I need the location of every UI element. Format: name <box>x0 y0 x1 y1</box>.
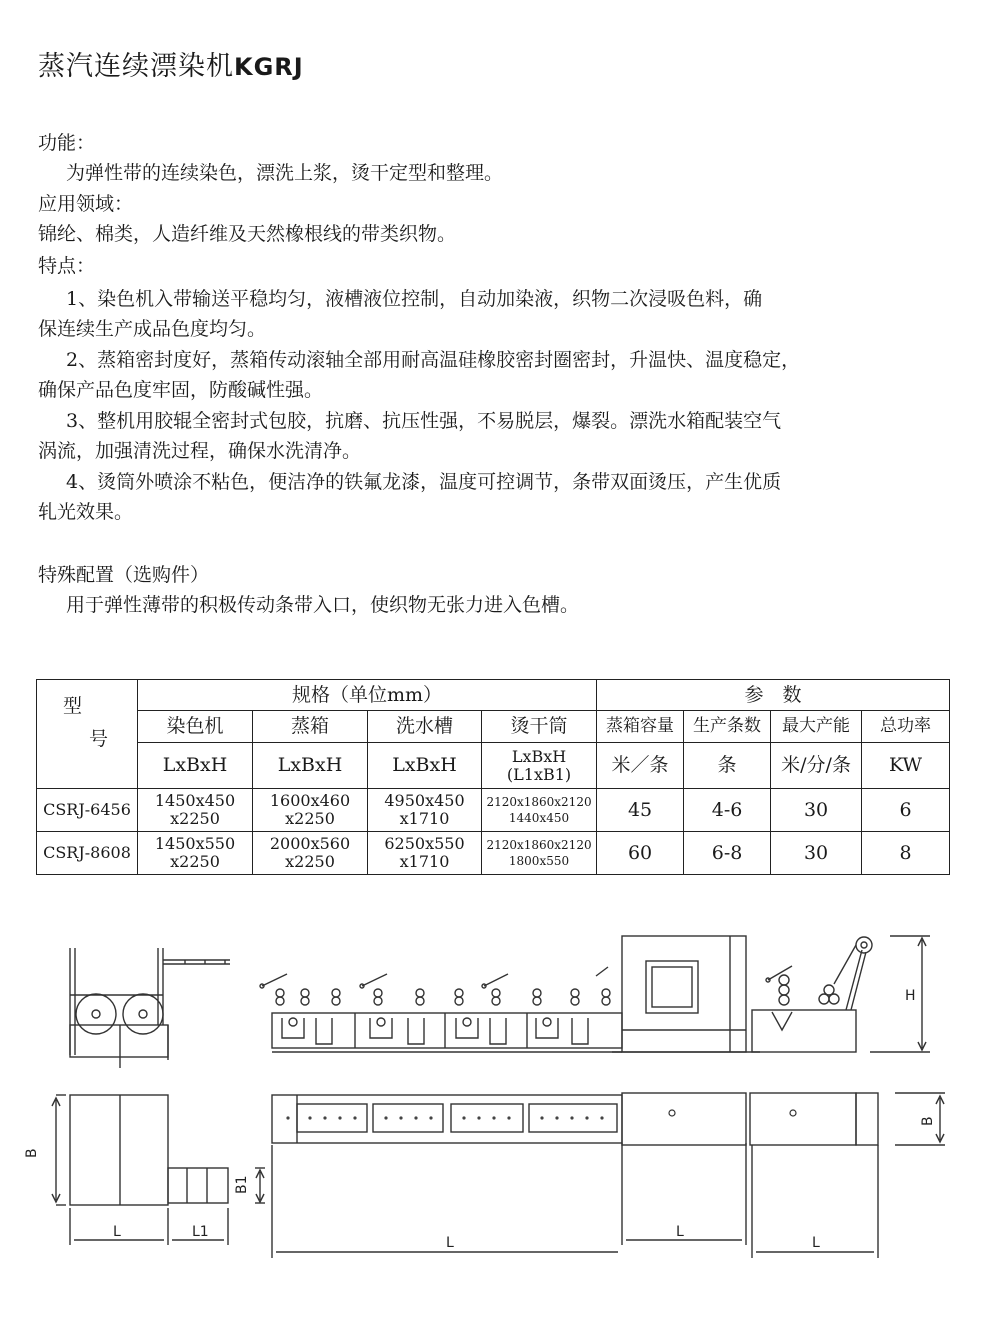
col-strips: 生产条数 <box>684 711 771 743</box>
function-text: 为弹性带的连续染色，漂洗上浆，烫干定型和整理。 <box>66 162 504 184</box>
col-wash-tank: 洗水槽 <box>368 711 482 743</box>
row-dyeing: 1450x450 x2250 <box>138 789 253 832</box>
col-total-power: 总功率 <box>862 711 950 743</box>
features-heading: 特点： <box>38 255 96 277</box>
model-header: 型 号 <box>37 680 138 789</box>
feature-1-line2: 保连续生产成品色度均匀。 <box>38 318 267 340</box>
row-model: CSRJ-6456 <box>37 789 138 832</box>
unit-steamer: LxBxH <box>253 743 368 789</box>
unit-output: 米/分/条 <box>771 743 862 789</box>
row-dyeing: 1450x550 x2250 <box>138 832 253 875</box>
dim-label-b-right: B <box>920 1116 936 1126</box>
dim-label-l-wash: L <box>446 1235 454 1251</box>
machine-drawings <box>0 900 987 1318</box>
row-model: CSRJ-8608 <box>37 832 138 875</box>
feature-3-line1: 3、整机用胶辊全密封式包胶，抗磨、抗压性强，不易脱层，爆裂。漂洗水箱配装空气 <box>66 410 782 432</box>
dim-label-b1: B1 <box>234 1175 250 1194</box>
special-heading: 特殊配置（选购件） <box>38 564 210 586</box>
row-steamer: 1600x460 x2250 <box>253 789 368 832</box>
special-text: 用于弹性薄带的积极传动条带入口，使织物无张力进入色槽。 <box>66 594 580 616</box>
unit-dryer: LxBxH (L1xB1) <box>482 743 597 789</box>
row-output: 30 <box>771 789 862 832</box>
row-strips: 6-8 <box>684 832 771 875</box>
row-dryer: 2120x1860x2120 1440x450 <box>482 789 597 832</box>
col-max-output: 最大产能 <box>771 711 862 743</box>
row-wash: 4950x450 x1710 <box>368 789 482 832</box>
col-dyeing: 染色机 <box>138 711 253 743</box>
table-row <box>37 789 950 832</box>
spec-group-header: 规格（单位mm） <box>138 680 597 711</box>
dim-label-l-dryer: L <box>812 1235 820 1251</box>
plan-view <box>52 1093 945 1258</box>
page-title: 蒸汽连续漂染机KGRJ <box>38 51 304 82</box>
dim-label-b: B <box>24 1148 40 1158</box>
feature-4-line1: 4、烫筒外喷涂不粘色，便洁净的铁氟龙漆，温度可控调节，条带双面烫压，产生优质 <box>66 471 782 493</box>
feature-2-line2: 确保产品色度牢固，防酸碱性强。 <box>38 379 324 401</box>
col-steam-capacity: 蒸箱容量 <box>597 711 684 743</box>
feature-2-line1: 2、蒸箱密封度好，蒸箱传动滚轴全部用耐高温硅橡胶密封圈密封，升温快、温度稳定， <box>66 349 801 371</box>
row-output: 30 <box>771 832 862 875</box>
application-text: 锦纶、棉类，人造纤维及天然橡根线的带类织物。 <box>38 223 457 245</box>
elevation-view <box>70 936 930 1068</box>
dim-label-h: H <box>905 988 916 1004</box>
row-capacity: 60 <box>597 832 684 875</box>
param-group-header: 参 数 <box>597 680 950 711</box>
row-dryer: 2120x1860x2120 1800x550 <box>482 832 597 875</box>
feature-3-line2: 涡流，加强清洗过程，确保水洗清净。 <box>38 440 362 462</box>
unit-dyeing: LxBxH <box>138 743 253 789</box>
unit-capacity: 米／条 <box>597 743 684 789</box>
dim-label-l: L <box>113 1224 121 1240</box>
table-row <box>37 832 950 875</box>
dim-label-l-steam: L <box>676 1224 684 1240</box>
row-power: 8 <box>862 832 950 875</box>
unit-strips: 条 <box>684 743 771 789</box>
application-heading: 应用领域： <box>38 193 134 215</box>
feature-1-line1: 1、染色机入带输送平稳均匀，液槽液位控制，自动加染液，织物二次浸吸色料，确 <box>66 288 763 310</box>
row-power: 6 <box>862 789 950 832</box>
dim-label-l1: L1 <box>192 1224 209 1240</box>
feature-4-line2: 轧光效果。 <box>38 501 134 523</box>
col-steamer: 蒸箱 <box>253 711 368 743</box>
unit-wash: LxBxH <box>368 743 482 789</box>
col-dryer: 烫干筒 <box>482 711 597 743</box>
row-wash: 6250x550 x1710 <box>368 832 482 875</box>
unit-power: KW <box>862 743 950 789</box>
row-steamer: 2000x560 x2250 <box>253 832 368 875</box>
spec-table <box>36 679 950 875</box>
row-capacity: 45 <box>597 789 684 832</box>
row-strips: 4-6 <box>684 789 771 832</box>
function-heading: 功能： <box>38 132 96 154</box>
